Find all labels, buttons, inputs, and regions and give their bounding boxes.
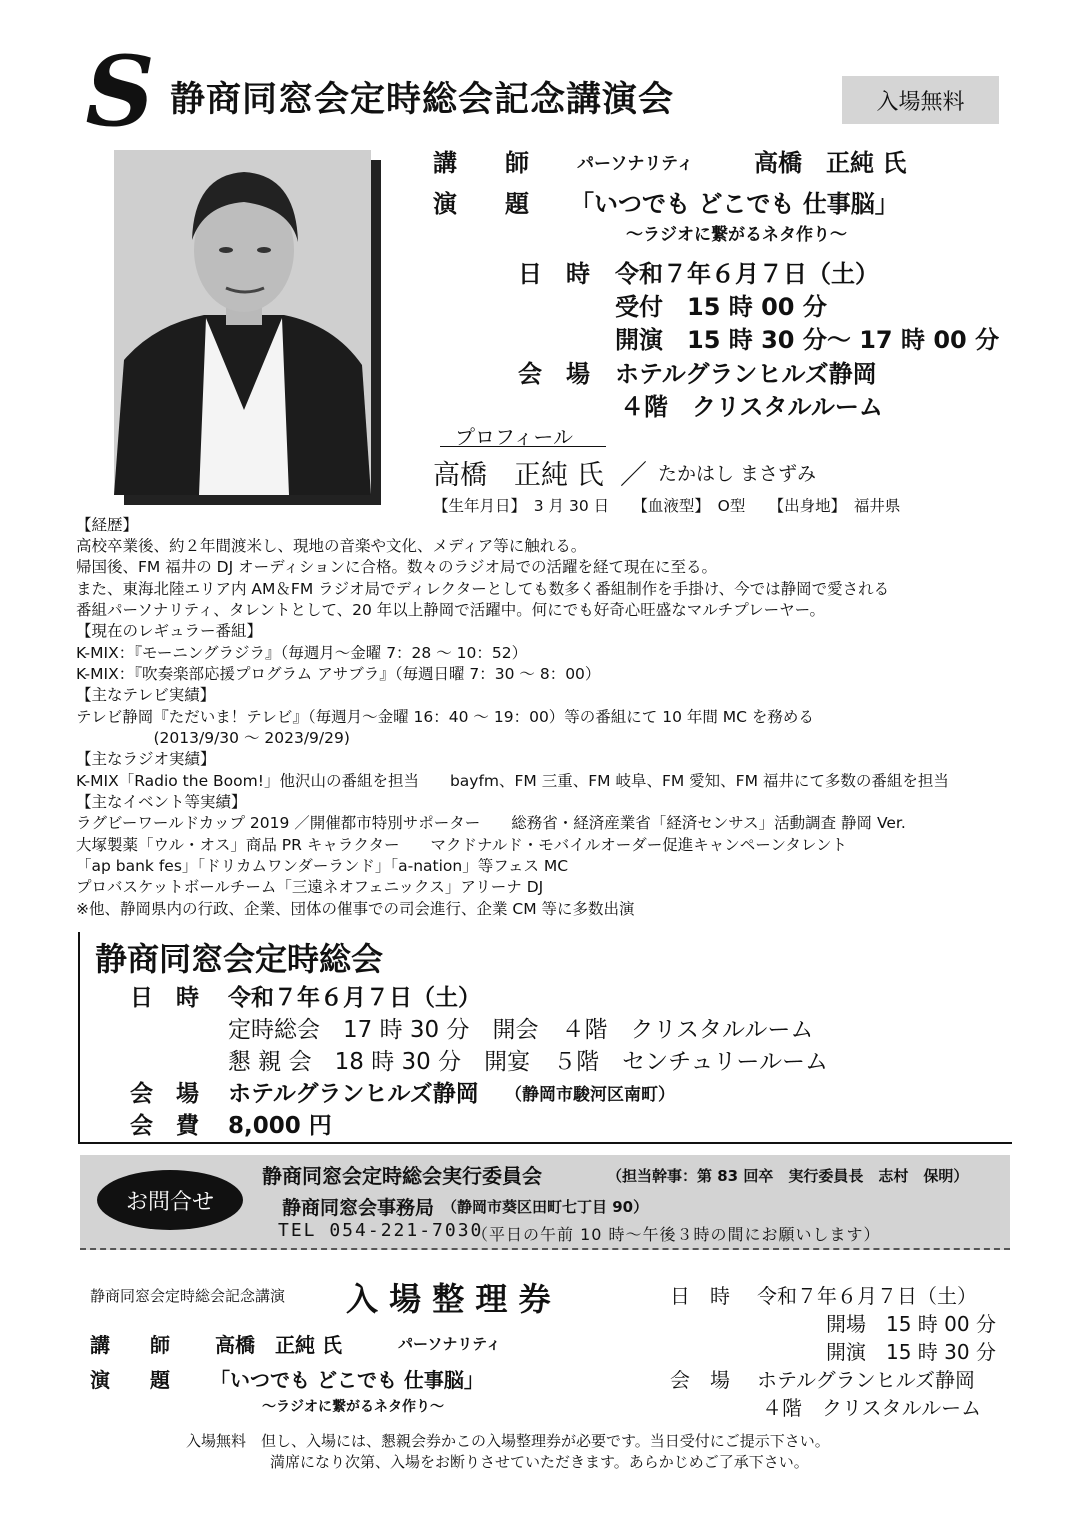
career-line: K-MIX：『吹奏楽部応援プログラム アサブラ』（毎週日曜 7：30 〜 8：00） (76, 665, 601, 683)
career-line: ※他、静岡県内の行政、企業、団体の催事での司会進行、企業 CM 等に多数出演 (76, 900, 635, 918)
ticket-topic-label: 演 題 (90, 1368, 170, 1392)
speaker-photo (114, 150, 371, 495)
ticket-speaker-label: 講 師 (90, 1333, 170, 1357)
logo-s (85, 35, 155, 148)
inquiry-office: 静商同窓会事務局 (282, 1197, 435, 1219)
career-line: 番組パーソナリティ、タレントとして、20 年以上静岡で活躍中。何にでも好奇心旺盛なマルチプレーヤー。 (76, 601, 826, 619)
career-line: 大塚製薬「ウル・オス」商品 PR キャラクター マクドナルド・モバイルオーダー促進キャンペーンタレント (76, 836, 847, 854)
inquiry-office-address: （静岡市葵区田町七丁目 90） (442, 1198, 649, 1216)
ticket-note-1: 入場無料 但し、入場には、懇親会券かこの入場整理券が必要です。当日受付にご提示下さい。 (186, 1432, 830, 1450)
career-line: K-MIX「Radio the Boom!」他沢山の番組を担当 bayfm、FM 三重、FM 岐阜、FM 愛知、FM 福井にて多数の番組を担当 (76, 772, 949, 790)
lecture-date: 令和７年６月７日（土） (615, 260, 879, 288)
lecture-subtitle: 〜ラジオに繋がるネタ作り〜 (626, 225, 847, 245)
lecture-topic: 「いつでも どこでも 仕事脳」 (570, 190, 899, 218)
inquiry-committee-note: （担当幹事：第 83 回卒 実行委員長 志村 保明） (607, 1167, 969, 1185)
ticket-event: 静商同窓会定時総会記念講演 (90, 1287, 286, 1305)
logo-letter: S (85, 35, 155, 148)
ticket-venue: ホテルグランヒルズ静岡 (757, 1368, 975, 1392)
ticket-title: 入 場 整 理 券 (346, 1280, 551, 1318)
ticket-subtitle: 〜ラジオに繋がるネタ作り〜 (262, 1399, 444, 1415)
meeting-session-general: 定時総会 17 時 30 分 開会 ４階 クリスタルルーム (228, 1017, 814, 1043)
meeting-venue: ホテルグランヒルズ静岡 (228, 1081, 479, 1107)
inquiry-tel: TEL 054-221-7030 (278, 1220, 484, 1241)
free-admission-badge: 入場無料 (842, 76, 999, 124)
profile-heading: プロフィール (455, 425, 573, 449)
date-label: 日 時 (518, 260, 590, 288)
meeting-date: 令和７年６月７日（土） (228, 985, 481, 1011)
meeting-fee-label: 会 費 (130, 1113, 199, 1139)
ticket-open-time: 開場 15 時 00 分 (826, 1312, 996, 1336)
profile-facts: 【生年月日】 3 月 30 日 【血液型】 O型 【出身地】 福井県 (433, 497, 901, 515)
ticket-start-time: 開演 15 時 30 分 (826, 1340, 996, 1364)
meeting-venue-address: （静岡市駿河区南町） (505, 1085, 675, 1105)
ticket-date: 令和７年６月７日（土） (757, 1284, 977, 1308)
career-line: また、東海北陸エリア内 AM＆FM ラジオ局でディレクターとしても数多く番組制作を手掛け、今では静岡で愛される (76, 580, 890, 598)
inquiry-badge: お問合せ (97, 1170, 243, 1230)
topic-label: 演 題 (433, 190, 529, 218)
inquiry-committee: 静商同窓会定時総会実行委員会 (262, 1164, 542, 1188)
career-line: ラグビーワールドカップ 2019 ／開催都市特別サポーター 総務省・経済産業省「経済センサス」活動調査 静岡 Ver. (76, 814, 906, 832)
meeting-session-party: 懇 親 会 18 時 30 分 開宴 ５階 センチュリールーム (228, 1049, 828, 1075)
profile-underline (440, 446, 606, 447)
profile-slash: ／ (620, 460, 647, 491)
career-line: 【現在のレギュラー番組】 (76, 622, 263, 640)
career-line: 【経歴】 (76, 516, 139, 534)
ticket-room: ４階 クリスタルルーム (762, 1396, 982, 1420)
start-time: 開演 15 時 30 分〜 17 時 00 分 (615, 326, 1000, 354)
meeting-date-label: 日 時 (130, 985, 199, 1011)
page-title: 静商同窓会定時総会記念講演会 (170, 80, 675, 120)
lecture-room: ４階 クリスタルルーム (620, 393, 883, 421)
meeting-venue-label: 会 場 (130, 1081, 199, 1107)
profile-name: 高橋 正純 氏 (433, 460, 604, 491)
ticket-speaker-name: 高橋 正純 氏 (215, 1333, 342, 1357)
meeting-title: 静商同窓会定時総会 (95, 940, 384, 978)
inquiry-tel-note: （平日の午前 10 時〜午後３時の間にお願いします） (472, 1225, 881, 1244)
venue-label: 会 場 (518, 360, 590, 388)
speaker-label: 講 師 (433, 149, 529, 177)
ticket-speaker-role: パーソナリティ (398, 1335, 501, 1353)
career-line: 高校卒業後、約２年間渡米し、現地の音楽や文化、メディア等に触れる。 (76, 537, 587, 555)
career-line: (2013/9/30 〜 2023/9/29) (76, 729, 350, 747)
lecture-venue: ホテルグランヒルズ静岡 (615, 360, 877, 388)
career-line: 「ap bank fes」「ドリカムワンダーランド」「a-nation」等フェス MC (76, 857, 569, 875)
career-line: 【主なイベント等実績】 (76, 793, 247, 811)
meeting-fee: 8,000 円 (228, 1113, 332, 1139)
career-line: 【主なテレビ実績】 (76, 686, 216, 704)
ticket-note-2: 満席になり次第、入場をお断りさせていただきます。あらかじめご了承下さい。 (270, 1453, 809, 1471)
speaker-role: パーソナリティ (577, 154, 694, 174)
reception-time: 受付 15 時 00 分 (615, 293, 827, 321)
career-line: プロバスケットボールチーム「三遠ネオフェニックス」アリーナ DJ (76, 878, 544, 896)
speaker-name: 高橋 正純 氏 (754, 149, 907, 177)
profile-reading: たかはし まさずみ (658, 463, 817, 485)
ticket-venue-label: 会 場 (670, 1368, 730, 1392)
career-line: 【主なラジオ実績】 (76, 750, 216, 768)
career-line: 帰国後、FM 福井の DJ オーディションに合格。数々のラジオ局での活躍を経て現在に至る。 (76, 558, 718, 576)
ticket-date-label: 日 時 (670, 1284, 730, 1308)
career-line: K-MIX：『モーニングラジラ』（毎週月〜金曜 7：28 〜 10：52） (76, 644, 528, 662)
ticket-topic: 「いつでも どこでも 仕事脳」 (210, 1368, 484, 1392)
career-line: テレビ静岡『ただいま！テレビ』（毎週月〜金曜 16：40 〜 19：00）等の番組にて 10 年間 MC を務める (76, 708, 814, 726)
cut-line (80, 1248, 1010, 1250)
